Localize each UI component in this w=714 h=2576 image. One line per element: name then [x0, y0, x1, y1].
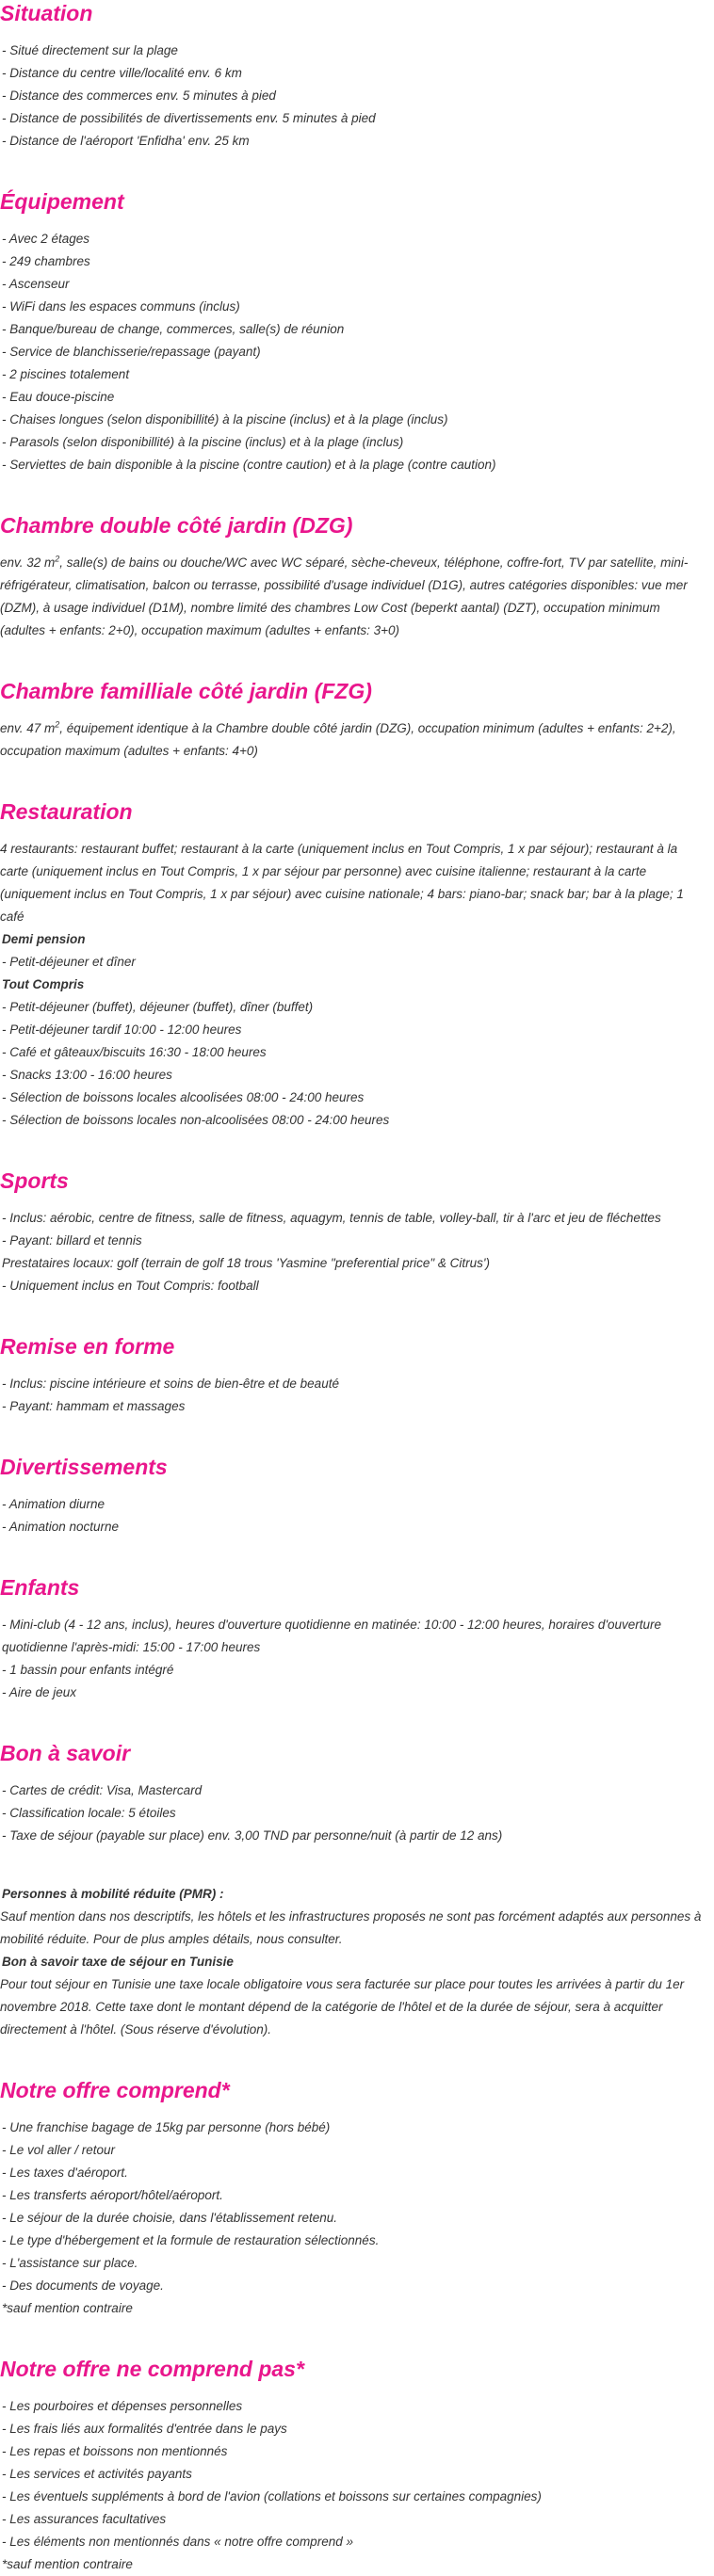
- section-title-sports: Sports: [0, 1168, 69, 1193]
- room-details: , équipement identique à la Chambre double côté jardin (DZG), occupation minimum (adultes + enfants: 2+2), occupation maximum (adultes + enfants: 4+0): [0, 721, 676, 758]
- list-item: - Distance de l'aéroport 'Enfidha' env. 25 km: [2, 134, 250, 148]
- section-bon-a-savoir: [0, 1740, 706, 2041]
- divert-list: [0, 1493, 706, 1538]
- list-item: - Banque/bureau de change, commerces, salle(s) de réunion: [2, 322, 345, 336]
- sports-list: [0, 1207, 706, 1297]
- section-title-divertissements: Divertissements: [0, 1455, 168, 1479]
- list-item: - Parasols (selon disponibillité) à la piscine (inclus) et à la plage (inclus): [2, 435, 404, 449]
- list-item: - Des documents de voyage.: [2, 2278, 164, 2293]
- section-room-dzg: [0, 512, 706, 642]
- room-description: [0, 552, 706, 642]
- restauration-intro: 4 restaurants: restaurant buffet; restaurant à la carte (uniquement inclus en Tout Compris, 1 x par séjour); restaurant à la carte (uniquement inclus en Tout Compris, 1 x par séjour par personne) avec cuisine italienne; restaurant à la carte (uniquement inclus en Tout Compris, 1 x par séjour) avec cuisine nationale; 4 bars: piano-bar; snack bar; bar à la plage; 1 café: [0, 842, 684, 924]
- section-situation: [0, 0, 706, 153]
- section-remise-en-forme: [0, 1333, 706, 1418]
- equipement-list: [0, 228, 706, 476]
- list-item: - Payant: billard et tennis: [2, 1233, 142, 1248]
- list-item: - Uniquement inclus en Tout Compris: football: [2, 1279, 259, 1293]
- restauration-list: [0, 928, 706, 1132]
- room-details: , salle(s) de bains ou douche/WC avec WC séparé, sèche-cheveux, téléphone, coffre-fort, TV par satellite, mini-réfrigérateur, climatisation, balcon ou terrasse, possibilité d'usage individuel (D1G), autres catégories disponibles: vue mer (DZM), à usage individuel (D1M), nombre limité des chambres Low Cost (beperkt aantal) (DZT), occupation minimum (adultes + enfants: 2+0), occupation maximum (adultes + enfants: 3+0): [0, 555, 689, 637]
- list-item: Prestataires locaux: golf (terrain de golf 18 trous 'Yasmine "preferential price" & Citrus'): [2, 1256, 490, 1270]
- section-restauration: [0, 798, 706, 1132]
- section-title-equipement: Équipement: [0, 189, 124, 214]
- list-item: - Inclus: aérobic, centre de fitness, salle de fitness, aquagym, tennis de table, volley-ball, tir à l'arc et jeu de fléchettes: [2, 1211, 661, 1225]
- list-item: - Le type d'hébergement et la formule de restauration sélectionnés.: [2, 2233, 380, 2247]
- list-item: - Sélection de boissons locales non-alcoolisées 08:00 - 24:00 heures: [2, 1113, 390, 1127]
- list-item: - Petit-déjeuner et dîner: [2, 955, 136, 969]
- list-item: - Service de blanchisserie/repassage (payant): [2, 345, 261, 359]
- section-title-dzg: Chambre double côté jardin (DZG): [0, 513, 353, 538]
- section-title-remise-en-forme: Remise en forme: [0, 1334, 175, 1359]
- list-item: - Les transferts aéroport/hôtel/aéroport.: [2, 2188, 223, 2202]
- pmr-text: Sauf mention dans nos descriptifs, les hôtels et les infrastructures proposés ne sont pas forcément adaptés aux personnes à mobilité réduite. Pour de plus amples détails, nous consulter.: [0, 1909, 702, 1946]
- list-item: - Distance de possibilités de divertissements env. 5 minutes à pied: [2, 111, 376, 125]
- section-equipement: [0, 188, 706, 476]
- savoir-notes: [0, 1883, 706, 1906]
- forme-list: [0, 1373, 706, 1418]
- noncomprend-list: [0, 2395, 706, 2576]
- pmr-label: Personnes à mobilité réduite (PMR) :: [2, 1887, 224, 1901]
- room-size: env. 47 m: [0, 721, 56, 735]
- list-item: - Le séjour de la durée choisie, dans l'établissement retenu.: [2, 2211, 338, 2225]
- list-item: - Payant: hammam et massages: [2, 1399, 186, 1413]
- section-divertissements: [0, 1454, 706, 1538]
- list-item: - Serviettes de bain disponible à la piscine (contre caution) et à la plage (contre caution): [2, 458, 496, 472]
- list-item: - Les repas et boissons non mentionnés: [2, 2444, 228, 2458]
- list-item: - Les éventuels suppléments à bord de l'avion (collations et boissons sur certaines compagnies): [2, 2489, 542, 2504]
- list-item: - 2 piscines totalement: [2, 367, 130, 381]
- board-label-tout-compris: Tout Compris: [2, 977, 85, 991]
- list-item: - Les pourboires et dépenses personnelles: [2, 2399, 243, 2413]
- list-item: - Avec 2 étages: [2, 232, 90, 246]
- room-size: env. 32 m: [0, 555, 56, 570]
- section-offre-comprend: [0, 2077, 706, 2320]
- list-item: - Distance du centre ville/localité env. 6 km: [2, 66, 242, 80]
- section-offre-ne-comprend-pas: [0, 2356, 706, 2576]
- room-size-unit-exponent: 2: [55, 719, 60, 730]
- footnote: *sauf mention contraire: [2, 2301, 133, 2315]
- list-item: - Petit-déjeuner (buffet), déjeuner (buffet), dîner (buffet): [2, 1000, 314, 1014]
- list-item: - Les taxes d'aéroport.: [2, 2165, 128, 2180]
- enfants-list: [0, 1614, 706, 1704]
- section-sports: [0, 1167, 706, 1297]
- savoir-list: [0, 1779, 706, 1847]
- section-title-enfants: Enfants: [0, 1575, 80, 1600]
- situation-list: [0, 40, 706, 153]
- list-item: - Classification locale: 5 étoiles: [2, 1806, 176, 1820]
- list-item: - WiFi dans les espaces communs (inclus): [2, 299, 240, 314]
- list-item: - Chaises longues (selon disponibillité) à la piscine (inclus) et à la plage (inclus): [2, 412, 448, 427]
- section-title-bon-a-savoir: Bon à savoir: [0, 1741, 131, 1765]
- board-label-demi-pension: Demi pension: [2, 932, 86, 946]
- section-title-situation: Situation: [0, 1, 93, 25]
- list-item: - Le vol aller / retour: [2, 2143, 116, 2157]
- list-item: - Snacks 13:00 - 16:00 heures: [2, 1068, 172, 1082]
- list-item: - 1 bassin pour enfants intégré: [2, 1663, 174, 1677]
- section-title-offre-comprend: Notre offre comprend*: [0, 2078, 230, 2102]
- room-size-unit-exponent: 2: [55, 554, 60, 564]
- list-item: - Petit-déjeuner tardif 10:00 - 12:00 heures: [2, 1022, 242, 1037]
- taxe-label: Bon à savoir taxe de séjour en Tunisie: [2, 1955, 234, 1969]
- footnote: *sauf mention contraire: [2, 2557, 133, 2571]
- list-item: - Les assurances facultatives: [2, 2512, 167, 2526]
- list-item: - Animation diurne: [2, 1497, 105, 1511]
- list-item: - Cartes de crédit: Visa, Mastercard: [2, 1783, 203, 1797]
- list-item: - Sélection de boissons locales alcoolisées 08:00 - 24:00 heures: [2, 1090, 365, 1104]
- room-description: [0, 717, 706, 763]
- list-item: - Café et gâteaux/biscuits 16:30 - 18:00 heures: [2, 1045, 267, 1059]
- section-title-fzg: Chambre familliale côté jardin (FZG): [0, 679, 372, 703]
- list-item: - Animation nocturne: [2, 1520, 120, 1534]
- list-item: - Ascenseur: [2, 277, 70, 291]
- list-item: - Les éléments non mentionnés dans « notre offre comprend »: [2, 2535, 353, 2549]
- section-room-fzg: [0, 678, 706, 763]
- list-item: - Inclus: piscine intérieure et soins de bien-être et de beauté: [2, 1377, 339, 1391]
- list-item: - Eau douce-piscine: [2, 390, 115, 404]
- list-item: - Distance des commerces env. 5 minutes à pied: [2, 89, 276, 103]
- list-item: - Taxe de séjour (payable sur place) env. 3,00 TND par personne/nuit (à partir de 12 ans): [2, 1828, 503, 1843]
- section-title-offre-ne-comprend-pas: Notre offre ne comprend pas*: [0, 2357, 304, 2381]
- section-title-restauration: Restauration: [0, 799, 133, 824]
- list-item: - L'assistance sur place.: [2, 2256, 138, 2270]
- list-item: - Situé directement sur la plage: [2, 43, 178, 57]
- taxe-text: Pour tout séjour en Tunisie une taxe locale obligatoire vous sera facturée sur place pour toutes les arrivées à partir du 1er novembre 2018. Cette taxe dont le montant dépend de la catégorie de l'hôtel et de la durée de séjour, sera à acquitter directement à l'hôtel. (Sous réserve d'évolution).: [0, 1977, 685, 2037]
- section-enfants: [0, 1574, 706, 1704]
- list-item: - 249 chambres: [2, 254, 90, 268]
- list-item: - Mini-club (4 - 12 ans, inclus), heures d'ouverture quotidienne en matinée: 10:00 - 12:00 heures, horaires d'ouverture quotidienne l'après-midi: 15:00 - 17:00 heures: [2, 1618, 662, 1654]
- list-item: - Les frais liés aux formalités d'entrée dans le pays: [2, 2422, 287, 2436]
- list-item: - Les services et activités payants: [2, 2467, 192, 2481]
- list-item: - Une franchise bagage de 15kg par personne (hors bébé): [2, 2120, 331, 2134]
- comprend-list: [0, 2117, 706, 2320]
- list-item: - Aire de jeux: [2, 1685, 77, 1699]
